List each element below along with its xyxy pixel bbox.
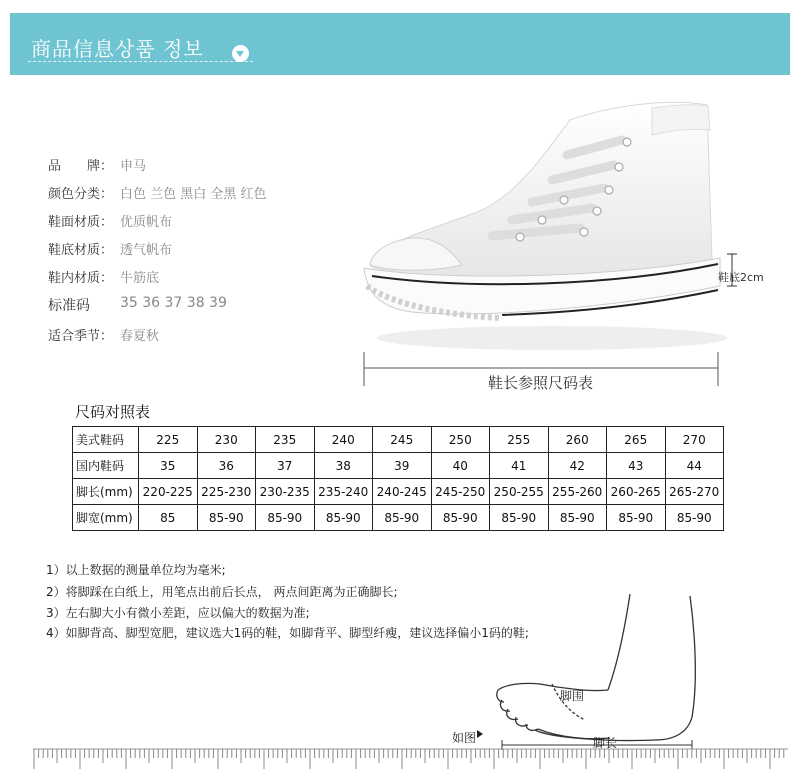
info-row-upper <box>48 211 173 230</box>
row-header: 脚长(mm) <box>73 479 139 505</box>
foot-length-label: 脚长 <box>593 736 618 750</box>
info-row-season <box>48 325 160 344</box>
table-cell: 42 <box>548 453 607 479</box>
row-header: 国内鞋码 <box>73 453 139 479</box>
table-cell: 240 <box>314 427 373 453</box>
info-row-sole <box>48 239 173 258</box>
info-row-standard-size <box>48 295 227 315</box>
table-cell: 265 <box>607 427 666 453</box>
table-cell: 85-90 <box>431 505 490 531</box>
info-label: 鞋面材质： <box>48 215 114 230</box>
shoe-length-caption: 鞋长参照尺码表 <box>488 374 594 392</box>
size-table <box>72 426 724 531</box>
table-cell: 85-90 <box>197 505 256 531</box>
info-label: 颜色分类： <box>48 187 114 202</box>
table-cell: 44 <box>665 453 724 479</box>
info-value: 春夏秋 <box>120 329 160 344</box>
info-label: 品 牌： <box>48 159 114 174</box>
table-cell: 240-245 <box>373 479 432 505</box>
table-cell: 230 <box>197 427 256 453</box>
table-cell: 85-90 <box>665 505 724 531</box>
info-row-brand <box>48 155 147 174</box>
table-cell: 250 <box>431 427 490 453</box>
chevron-down-icon <box>232 45 249 62</box>
table-cell: 225-230 <box>197 479 256 505</box>
section-title: 商品信息상품 정보 <box>31 37 204 61</box>
table-cell: 38 <box>314 453 373 479</box>
info-label: 标准码 <box>48 298 90 314</box>
info-label: 鞋内材质： <box>48 271 114 286</box>
info-label: 适合季节： <box>48 329 114 344</box>
table-cell: 255 <box>490 427 549 453</box>
table-cell: 255-260 <box>548 479 607 505</box>
info-value: 优质帆布 <box>120 215 173 230</box>
table-cell: 245 <box>373 427 432 453</box>
table-cell: 43 <box>607 453 666 479</box>
table-cell: 85-90 <box>607 505 666 531</box>
row-header: 脚宽(mm) <box>73 505 139 531</box>
table-cell: 39 <box>373 453 432 479</box>
size-table-title: 尺码对照表 <box>75 403 151 421</box>
table-cell: 250-255 <box>490 479 549 505</box>
table-cell: 265-270 <box>665 479 724 505</box>
info-value: 白色 兰色 黑白 全黑 红色 <box>120 187 267 202</box>
info-row-color <box>48 183 267 202</box>
table-cell: 36 <box>197 453 256 479</box>
table-cell: 35 <box>139 453 198 479</box>
info-value: 牛筋底 <box>120 271 160 286</box>
table-cell: 37 <box>256 453 315 479</box>
table-cell: 85-90 <box>490 505 549 531</box>
table-row <box>73 453 724 479</box>
table-cell: 225 <box>139 427 198 453</box>
table-row <box>73 505 724 531</box>
table-row <box>73 479 724 505</box>
info-label: 鞋底材质： <box>48 243 114 258</box>
table-row <box>73 427 724 453</box>
note-item: 3）左右脚大小有微小差距，应以偏大的数据为准; <box>46 606 310 620</box>
table-cell: 85-90 <box>548 505 607 531</box>
note-item: 4）如脚背高、脚型宽肥，建议选大1码的鞋，如脚背平、脚型纤瘦，建议选择偏小1码的鞋; <box>46 626 529 640</box>
table-cell: 230-235 <box>256 479 315 505</box>
table-cell: 85-90 <box>314 505 373 531</box>
ruler-graphic <box>33 748 788 772</box>
table-cell: 85-90 <box>256 505 315 531</box>
info-value: 申马 <box>120 159 147 174</box>
table-cell: 85 <box>139 505 198 531</box>
note-item: 1）以上数据的测量单位均为毫米; <box>46 563 226 577</box>
banner-divider <box>28 61 253 62</box>
sneaker-image <box>352 90 782 400</box>
table-cell: 41 <box>490 453 549 479</box>
table-cell: 245-250 <box>431 479 490 505</box>
table-cell: 260 <box>548 427 607 453</box>
example-label: 如图 <box>452 731 477 745</box>
info-value: 透气帆布 <box>120 243 173 258</box>
info-row-lining <box>48 267 160 286</box>
sole-height-label: 鞋底2cm <box>718 271 764 284</box>
section-banner <box>10 13 790 75</box>
table-cell: 40 <box>431 453 490 479</box>
table-cell: 270 <box>665 427 724 453</box>
table-cell: 85-90 <box>373 505 432 531</box>
info-value: 35 36 37 38 39 <box>120 295 227 311</box>
row-header: 美式鞋码 <box>73 427 139 453</box>
foot-measure-diagram <box>440 592 710 752</box>
table-cell: 220-225 <box>139 479 198 505</box>
note-item: 2）将脚踩在白纸上，用笔点出前后长点， 两点间距离为正确脚长; <box>46 585 398 599</box>
table-cell: 235 <box>256 427 315 453</box>
foot-girth-label: 脚围 <box>560 689 585 703</box>
table-cell: 235-240 <box>314 479 373 505</box>
table-cell: 260-265 <box>607 479 666 505</box>
